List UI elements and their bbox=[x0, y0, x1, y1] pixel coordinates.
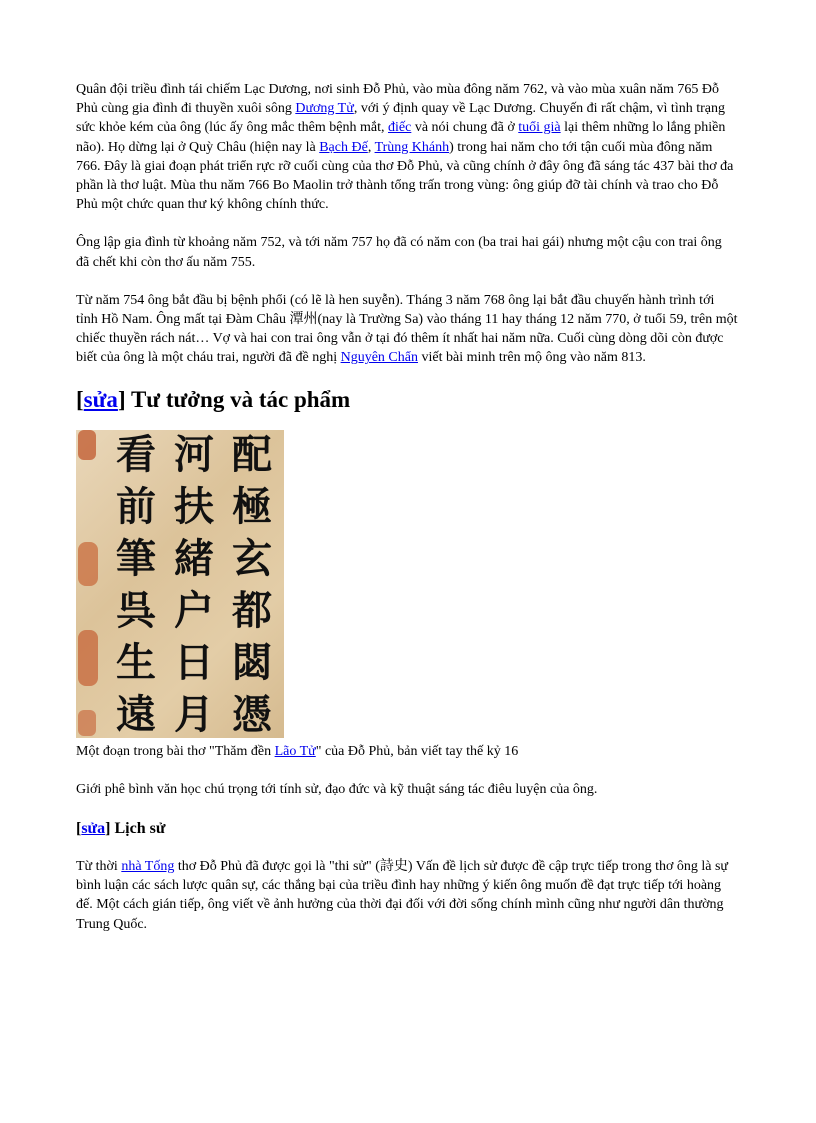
section-heading-history bbox=[76, 819, 738, 839]
calligraphy-char: 日 bbox=[174, 639, 214, 686]
text-run: viết bài minh trên mộ ông vào năm 813. bbox=[417, 350, 646, 366]
paragraph-return-journey bbox=[76, 80, 738, 214]
calligraphy-char: 户 bbox=[174, 587, 214, 634]
paragraph-death bbox=[76, 291, 738, 368]
calligraphy-char: 前 bbox=[116, 483, 156, 530]
calligraphy-char: 扶 bbox=[174, 483, 214, 530]
text-run: lại thêm những lo lắng phiền não). Họ dừng lại ở Quỳ Châu (hiện nay là bbox=[76, 120, 726, 155]
text-run: , với ý định quay về Lạc Dương. Chuyến đi rất chậm, vì tình trạng sức khỏe kém của ông (lúc ấy ông mắc thêm bệnh mắt, bbox=[76, 101, 725, 136]
paragraph-family: Ông lập gia đình từ khoảng năm 752, và tới năm 757 họ đã có năm con (ba trai hai gái) nhưng một cậu con trai ông đã chết khi còn thơ ấu năm 755. bbox=[76, 235, 722, 270]
bracket: ] bbox=[105, 820, 111, 838]
calligraphy-characters bbox=[116, 432, 273, 738]
calligraphy-char: 閟 bbox=[232, 639, 272, 686]
calligraphy-char: 遠 bbox=[116, 691, 156, 738]
link-lao-tu[interactable]: Lão Tử bbox=[274, 743, 316, 759]
link-nguyen-chan[interactable]: Nguyên Chẩn bbox=[340, 350, 418, 366]
text-run: Quân đội triều đình tái chiếm Lạc Dương, nơi sinh Đỗ Phủ, vào mùa đông năm 762, và vào mùa xuân năm 765 Đỗ Phủ cùng gia đình đi thuyền xuôi sông bbox=[76, 82, 719, 117]
edit-link[interactable]: sửa bbox=[81, 820, 106, 838]
seal-stamps bbox=[78, 430, 98, 736]
calligraphy-char: 月 bbox=[174, 691, 214, 738]
link-nha-tong[interactable]: nhà Tống bbox=[121, 859, 175, 875]
paragraph-critics: Giới phê bình văn học chú trọng tới tính sử, đạo đức và kỹ thuật sáng tác điêu luyện của ông. bbox=[76, 781, 598, 797]
link-diec[interactable]: điếc bbox=[388, 120, 412, 136]
calligraphy-char: 生 bbox=[116, 639, 156, 686]
text-run: và nói chung đã ở bbox=[411, 120, 519, 136]
heading-title: Lịch sử bbox=[110, 820, 166, 838]
calligraphy-char: 配 bbox=[232, 431, 272, 478]
cjk-text: 潭州 bbox=[289, 311, 318, 328]
link-trung-khanh[interactable]: Trùng Khánh bbox=[374, 139, 450, 155]
calligraphy-char: 看 bbox=[116, 431, 156, 478]
section-heading-works bbox=[76, 386, 738, 414]
calligraphy-char: 都 bbox=[232, 587, 272, 634]
edit-link[interactable]: sửa bbox=[83, 386, 118, 412]
calligraphy-char: 筆 bbox=[116, 535, 156, 582]
calligraphy-char: 緒 bbox=[174, 535, 214, 582]
heading-title: Tư tưởng và tác phẩm bbox=[125, 386, 351, 412]
calligraphy-char: 憑 bbox=[232, 691, 272, 738]
calligraphy-char: 河 bbox=[174, 431, 214, 478]
text-run: Một đoạn trong bài thơ "Thăm đền bbox=[76, 743, 275, 759]
text-run: Từ thời bbox=[76, 859, 122, 875]
bracket: ] bbox=[117, 386, 126, 412]
calligraphy-char: 極 bbox=[232, 483, 272, 530]
calligraphy-char: 玄 bbox=[232, 535, 272, 582]
cjk-text: 詩史 bbox=[379, 858, 408, 875]
image-caption bbox=[76, 742, 738, 761]
bracket: [ bbox=[76, 820, 82, 838]
calligraphy-svg bbox=[76, 430, 284, 738]
text-run: " của Đỗ Phủ, bản viết tay thế kỷ 16 bbox=[315, 743, 519, 759]
link-bach-de[interactable]: Bạch Đế bbox=[319, 139, 368, 155]
paragraph-history bbox=[76, 857, 738, 934]
calligraphy-image bbox=[76, 430, 284, 738]
bracket: [ bbox=[76, 386, 84, 412]
link-duong-tu[interactable]: Dương Tử bbox=[295, 101, 354, 117]
calligraphy-char: 呉 bbox=[116, 587, 156, 634]
text-run: , bbox=[367, 139, 375, 155]
text-run: thơ Đỗ Phủ đã được gọi là "thi sử" ( bbox=[174, 859, 380, 875]
text-run: (nay là Trường Sa) vào tháng 11 hay tháng 12 năm 770, ở tuổi 59, trên một chiếc thuyền rách nát… Vợ và hai con trai ông vẫn ở tại đó thêm ít nhất hai năm nữa. Cuối cùng dòng dõi còn được biết của ông là một cháu trai, người đã đề nghị bbox=[76, 312, 738, 366]
text-run: ) Vấn đề lịch sử được đề cập trực tiếp trong thơ ông là sự bình luận các sách lược quân sự, các thắng bại của triều đình hay những ý kiến ông muốn đề đạt trực tiếp tới hoàng đế. Một cách gián tiếp, ông viết về ảnh hưởng của thời đại đối với đời sống chính mình cũng như người dân thường Trung Quốc. bbox=[76, 859, 729, 932]
text-run: ) trong hai năm cho tới tận cuối mùa đông năm 766. Đây là giai đoạn phát triển rực rỡ cuối cùng của thơ Đỗ Phủ, và cũng chính ở đây ông đã sáng tác 437 bài thơ đa phần là thơ luật. Mùa thu năm 766 Bo Maolin trở thành tổng trấn trong vùng: ông giúp đỡ tài chính và trao cho Đỗ Phủ một chức quan thư ký không chính thức. bbox=[76, 139, 734, 213]
text-run: Từ năm 754 ông bắt đầu bị bệnh phổi (có lẽ là hen suyễn). Tháng 3 năm 768 ông lại bắt đầu chuyến hành trình tới tỉnh Hồ Nam. Ông mất tại Đàm Châu bbox=[76, 292, 715, 328]
link-tuoi-gia[interactable]: tuổi già bbox=[518, 120, 561, 136]
document-page bbox=[76, 80, 738, 934]
